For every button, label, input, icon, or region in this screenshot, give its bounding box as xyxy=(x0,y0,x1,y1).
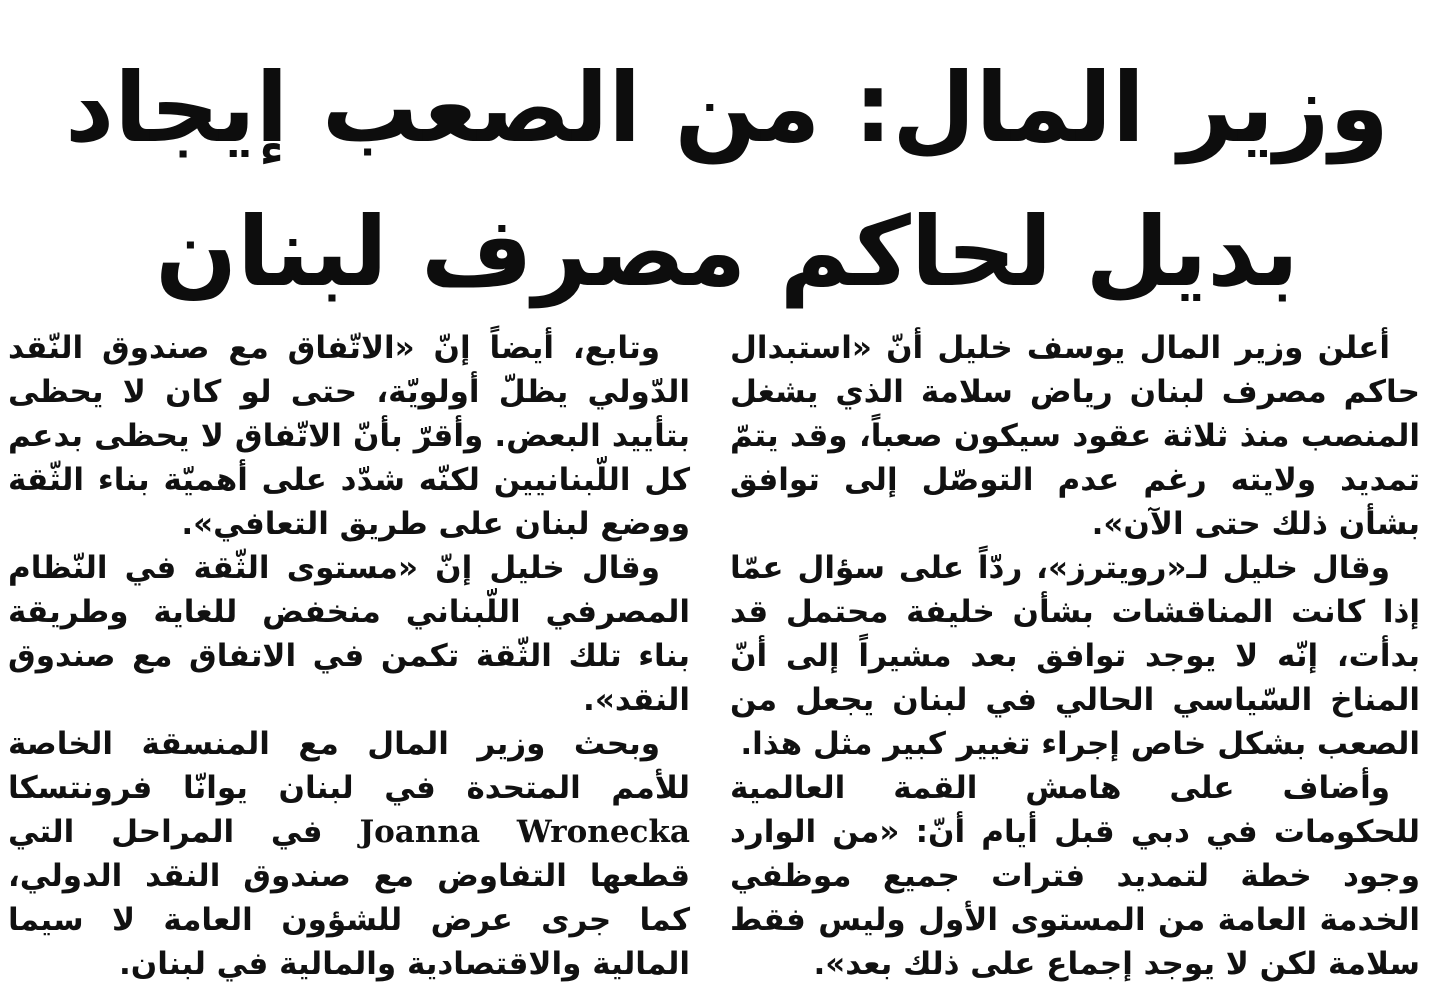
paragraph-6 xyxy=(8,722,690,986)
paragraph-4b-text: وأقرّ بأنّ الاتّفاق لا يحظى بدعم كل اللّبنانيين لكنّه شدّد على أهميّة بناء الثّقة ووضع لبنان على طريق التعافي». xyxy=(8,418,690,542)
paragraph-3-text: وأضاف على هامش القمة العالمية للحكومات في دبي قبل أيام أنّ: «من الوارد وجود خطة لتمديد فترات جميع موظفي الخدمة العامة من المستوى الأول وليس فقط سلامة لكن لا يوجد إجماع على ذلك بعد». xyxy=(730,770,1420,982)
headline-line-1: وزير المال: من الصعب إيجاد xyxy=(64,52,1390,164)
paragraph-4 xyxy=(8,326,690,546)
person-name-latin: Joanna Wronecka xyxy=(359,814,690,850)
paragraph-6-text-b: في المراحل التي قطعها التفاوض مع صندوق النقد الدولي، كما جرى عرض للشؤون العامة لا سيما المالية والاقتصادية والمالية في لبنان. xyxy=(8,814,690,982)
paragraph-5-text: وقال خليل إنّ «مستوى الثّقة في النّظام المصرفي اللّبناني منخفض للغاية وطريقة بناء تلك الثّقة تكمن في الاتفاق مع صندوق النقد». xyxy=(8,550,690,718)
article-column-left xyxy=(8,326,690,986)
paragraph-6-text-a: وبحث وزير المال مع المنسقة الخاصة للأمم المتحدة في لبنان يوانّا فرونتسكا xyxy=(8,726,690,806)
paragraph-3 xyxy=(730,766,1420,986)
paragraph-2 xyxy=(730,546,1420,766)
paragraph-1-text: أعلن وزير المال يوسف خليل أنّ «استبدال حاكم مصرف لبنان رياض سلامة الذي يشغل المنصب منذ ثلاثة عقود سيكون صعباً، وقد يتمّ تمديد ولايته رغم عدم التوصّل إلى توافق بشأن ذلك حتى الآن». xyxy=(730,330,1420,542)
paragraph-4-text: وتابع، أيضاً إنّ «الاتّفاق مع صندوق النّقد الدّولي يظلّ أولويّة، حتى لو كان لا يحظى بتأييد البعض. xyxy=(8,330,691,454)
paragraph-2-text: وقال خليل لـ«رويترز»، ردّاً على سؤال عمّا إذا كانت المناقشات بشأن خليفة محتمل قد بدأت، إنّه لا يوجد توافق بعد مشيراً إلى أنّ المناخ السّياسي الحالي في لبنان يجعل من الصعب بشكل خاص إجراء تغيير كبير مثل هذا. xyxy=(730,550,1420,762)
article-column-right xyxy=(730,326,1420,986)
paragraph-5 xyxy=(8,546,690,722)
headline-line-2: بديل لحاكم مصرف لبنان xyxy=(155,196,1299,308)
paragraph-1 xyxy=(730,326,1420,546)
